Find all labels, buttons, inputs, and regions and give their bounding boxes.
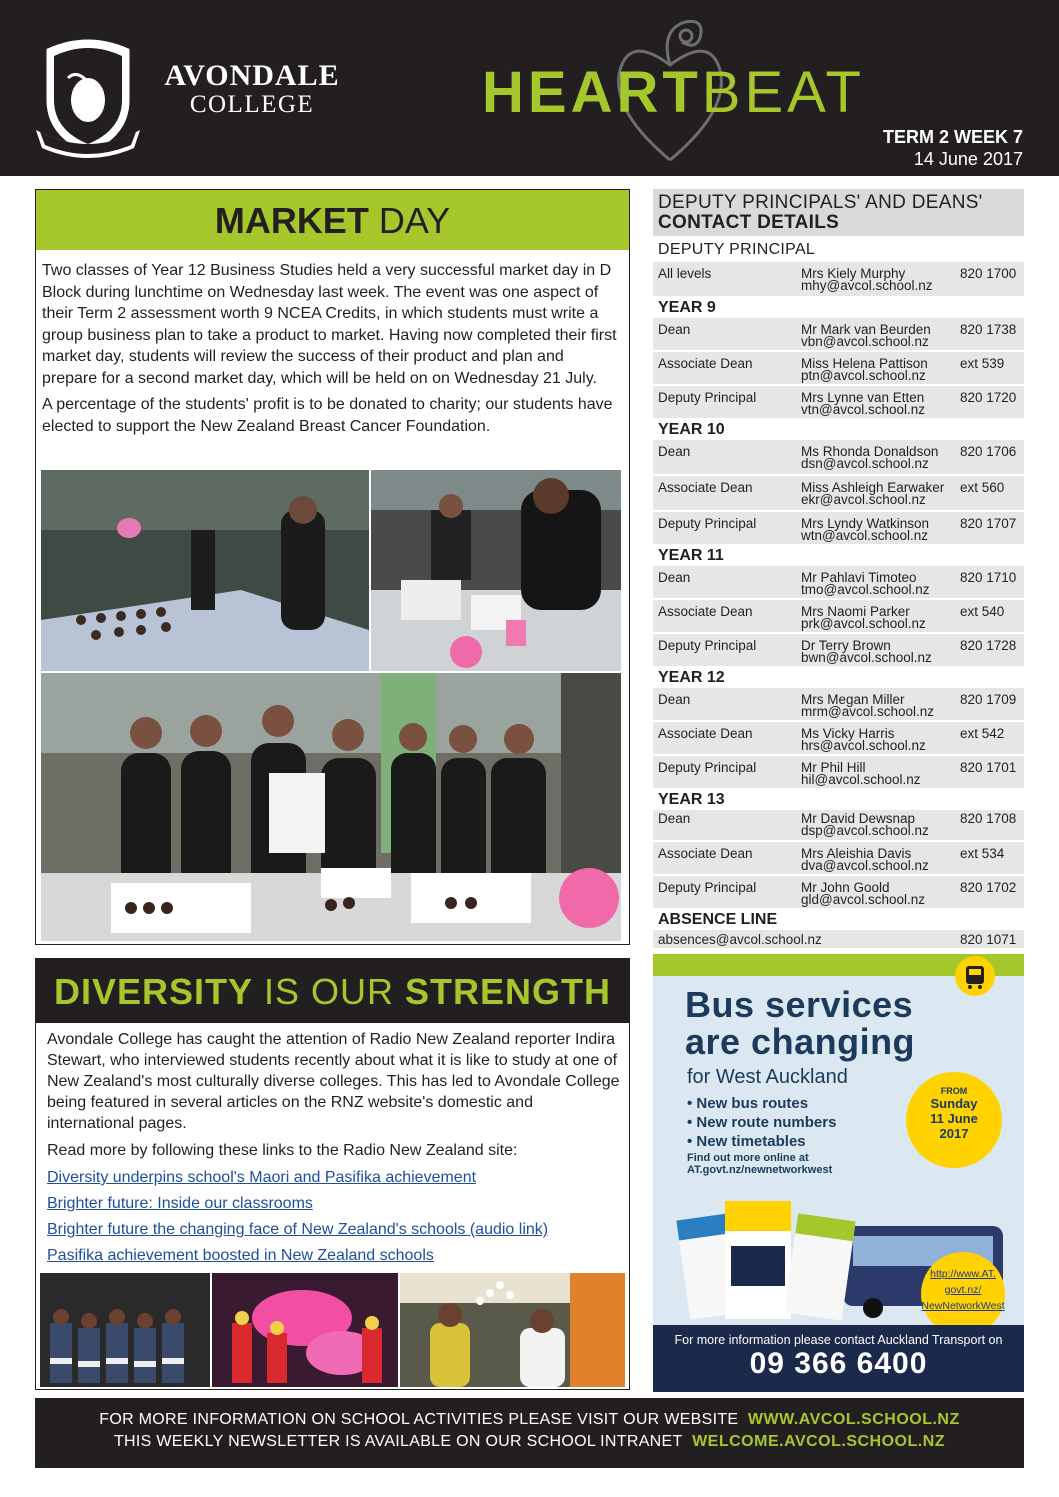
contact-phone: 820 1720 <box>960 390 1017 405</box>
diversity-paragraph-1: Avondale College has caught the attention of Radio New Zealand reporter Indira Stewart, who interviewed students recently about what it is like to study at one of New Zealand's most culturally diverse colleges. This has led to Avondale College being featured in several articles on the RNZ website's domestic and international pages. <box>47 1031 620 1132</box>
year-9-heading: YEAR 9 <box>653 298 1024 318</box>
contact-phone: ext 560 <box>960 480 1005 495</box>
bus-date-year: 2017 <box>939 1126 969 1141</box>
contact-email[interactable]: vbn@avcol.school.nz <box>801 334 929 349</box>
contact-phone: 820 1738 <box>960 322 1017 337</box>
contact-row <box>653 440 1024 476</box>
contact-row <box>653 512 1024 546</box>
contact-name: Ms Vicky Harris <box>801 726 895 741</box>
absence-row <box>653 930 1024 950</box>
market-day-title <box>36 190 629 250</box>
contact-row <box>653 876 1024 910</box>
bus-bullet-text: New route numbers <box>696 1114 837 1131</box>
year-13-heading: YEAR 13 <box>653 790 1024 810</box>
diversity-body <box>36 1023 629 1266</box>
contact-details-panel <box>653 189 1024 950</box>
rnz-link-4[interactable]: Pasifika achievement boosted in New Zealand schools <box>47 1247 434 1264</box>
culture-photo-3 <box>400 1273 625 1387</box>
rnz-link-3[interactable]: Brighter future the changing face of New Zealand's schools (audio link) <box>47 1221 549 1238</box>
bus-subhead: for West Auckland <box>687 1066 848 1088</box>
contact-role: Dean <box>658 570 691 585</box>
contact-name: Mr John Goold <box>801 880 890 895</box>
contact-name: Mrs Lynne van Etten <box>801 390 925 405</box>
diversity-paragraph-2: Read more by following these links to the Radio New Zealand site: <box>47 1142 518 1159</box>
contact-name: Mr Phil Hill <box>801 760 866 775</box>
diversity-article <box>35 958 630 1390</box>
contact-phone: 820 1710 <box>960 570 1017 585</box>
contact-phone: 820 1702 <box>960 880 1017 895</box>
contact-name: Mrs Aleishia Davis <box>801 846 912 861</box>
contact-role: Associate Dean <box>658 480 753 495</box>
contact-email[interactable]: vtn@avcol.school.nz <box>801 402 926 417</box>
school-name-line2: COLLEGE <box>189 91 315 118</box>
issue-info <box>883 126 1023 170</box>
absence-phone: 820 1071 <box>960 932 1017 947</box>
contact-phone: ext 542 <box>960 726 1005 741</box>
year-10-heading: YEAR 10 <box>653 420 1024 440</box>
bus-services-advert <box>653 954 1024 1392</box>
contact-row <box>653 722 1024 756</box>
bus-bullet-text: New bus routes <box>696 1095 809 1112</box>
contact-role: Associate Dean <box>658 356 753 371</box>
contact-email[interactable]: gld@avcol.school.nz <box>801 892 926 907</box>
contact-row <box>653 566 1024 600</box>
bus-url-line1: http://www.AT. <box>930 1268 996 1280</box>
intranet-link[interactable]: WELCOME.AVCOL.SCHOOL.NZ <box>692 1433 946 1450</box>
market-photo-3 <box>41 673 621 941</box>
contact-row <box>653 634 1024 668</box>
diversity-title-c: STRENGTH <box>405 971 612 1012</box>
contact-role: Deputy Principal <box>658 760 757 775</box>
contact-role: All levels <box>658 266 712 281</box>
bus-url-badge[interactable] <box>921 1252 1005 1336</box>
contacts-heading-line2: CONTACT DETAILS <box>658 212 840 233</box>
bus-contact-text: For more information please contact Auckland Transport on <box>674 1333 1003 1347</box>
contact-phone: 820 1709 <box>960 692 1017 707</box>
contact-name: Mrs Kiely Murphy <box>801 266 906 281</box>
bus-contact-bar <box>653 1325 1024 1392</box>
deputy-principal-label: DEPUTY PRINCIPAL <box>658 241 816 258</box>
contact-row <box>653 476 1024 512</box>
bus-date-day: Sunday <box>930 1096 978 1111</box>
bus-date-from: FROM <box>940 1086 968 1096</box>
contact-role: Dean <box>658 692 691 707</box>
contact-phone: 820 1701 <box>960 760 1017 775</box>
contact-role: Dean <box>658 811 691 826</box>
market-paragraph-2: A percentage of the students' profit is to be donated to charity; our students have elected to support the New Zealand Breast Cancer Foundation. <box>42 396 613 435</box>
contact-row <box>653 810 1024 842</box>
year-12-heading: YEAR 12 <box>653 668 1024 688</box>
contact-email[interactable]: dva@avcol.school.nz <box>801 858 929 873</box>
contacts-heading <box>653 189 1024 236</box>
contact-name: Mrs Megan Miller <box>801 692 905 707</box>
footer-line-1 <box>35 1409 1024 1431</box>
contact-name: Mrs Lyndy Watkinson <box>801 516 930 531</box>
contact-phone: ext 539 <box>960 356 1005 371</box>
diversity-title-b: IS OUR <box>253 971 406 1012</box>
contact-email[interactable]: ptn@avcol.school.nz <box>801 368 926 383</box>
rnz-link-2[interactable]: Brighter future: Inside our classrooms <box>47 1195 313 1212</box>
bus-find-more <box>687 1152 832 1176</box>
brand-heart: HEART <box>482 60 702 125</box>
contact-phone: 820 1706 <box>960 444 1017 459</box>
contact-email[interactable]: prk@avcol.school.nz <box>801 616 926 631</box>
school-name <box>152 60 352 118</box>
contact-name: Mrs Naomi Parker <box>801 604 910 619</box>
culture-photo-2 <box>212 1273 398 1387</box>
bus-phone-number: 09 366 6400 <box>749 1347 928 1380</box>
masthead <box>0 0 1059 176</box>
bus-headline <box>685 986 915 1060</box>
absence-line-heading: ABSENCE LINE <box>653 910 1024 930</box>
contact-phone: ext 540 <box>960 604 1005 619</box>
contact-row <box>653 386 1024 420</box>
bus-date-badge <box>906 1072 1002 1168</box>
term-week: TERM 2 WEEK 7 <box>882 127 1023 147</box>
contact-phone: ext 534 <box>960 846 1005 861</box>
contact-phone: 820 1700 <box>960 266 1017 281</box>
market-photo-2 <box>371 470 621 671</box>
contact-name: Mr David Dewsnap <box>801 811 916 826</box>
contact-role: Dean <box>658 322 691 337</box>
bus-date-date: 11 June <box>930 1111 978 1126</box>
contact-phone: 820 1708 <box>960 811 1017 826</box>
contact-name: Mr Mark van Beurden <box>801 322 931 337</box>
bus-bullet-text: New timetables <box>696 1133 806 1150</box>
bus-headline-line1: Bus services <box>685 984 914 1025</box>
website-link[interactable]: WWW.AVCOL.SCHOOL.NZ <box>747 1411 960 1428</box>
bus-icon <box>955 956 995 996</box>
contact-role: Associate Dean <box>658 726 753 741</box>
issue-date: 14 June 2017 <box>913 149 1023 169</box>
diversity-title-a: DIVERSITY <box>53 971 253 1012</box>
contact-name: Ms Rhonda Donaldson <box>801 444 939 459</box>
market-day-article <box>35 189 630 945</box>
contact-role: Deputy Principal <box>658 880 757 895</box>
bus-bullets <box>687 1094 836 1151</box>
contact-role: Associate Dean <box>658 604 753 619</box>
contact-email[interactable]: mhy@avcol.school.nz <box>801 278 933 293</box>
rnz-link-1[interactable]: Diversity underpins school's Maori and Pasifika achievement <box>47 1169 477 1186</box>
market-paragraph-1: Two classes of Year 12 Business Studies held a very successful market day in D Block during lunchtime on Wednesday last week. The event was one aspect of their Term 2 assessment worth 9 NCEA Credits, in which students must write a group business plan to take a product to market. Having now completed their first market day, students will review the success of their product and plan and prepare for a second market day, which will be held on on Wednesday 21 July. <box>42 262 617 387</box>
diversity-title <box>36 959 629 1023</box>
bus-find-line1: Find out more online at <box>687 1152 809 1164</box>
newsletter-brand <box>482 60 865 126</box>
contact-row <box>653 262 1024 298</box>
bus-bullet: • New bus routes <box>687 1095 809 1112</box>
school-crest-logo <box>30 30 146 162</box>
footer-text-1: FOR MORE INFORMATION ON SCHOOL ACTIVITIES PLEASE VISIT OUR WEBSITE <box>99 1411 739 1428</box>
contact-row <box>653 842 1024 876</box>
footer-text-2: THIS WEEKLY NEWSLETTER IS AVAILABLE ON OUR SCHOOL INTRANET <box>113 1433 683 1450</box>
bus-bullet: • New route numbers <box>687 1114 837 1131</box>
contact-name: Miss Helena Pattison <box>801 356 928 371</box>
year-11-heading: YEAR 11 <box>653 546 1024 566</box>
bus-url-line3: NewNetworkWest <box>921 1300 1005 1312</box>
footer-banner <box>35 1398 1024 1468</box>
contact-name: Miss Ashleigh Earwaker <box>801 480 945 495</box>
market-photo-1 <box>41 470 369 671</box>
bus-url-line2: govt.nz/ <box>944 1284 982 1296</box>
contact-email[interactable]: hrs@avcol.school.nz <box>801 738 926 753</box>
contact-email[interactable]: dsp@avcol.school.nz <box>801 823 929 838</box>
contact-role: Associate Dean <box>658 846 753 861</box>
contact-email[interactable]: wtn@avcol.school.nz <box>801 528 929 543</box>
bus-bullet: • New timetables <box>687 1133 806 1150</box>
market-title-thin: DAY <box>368 200 451 241</box>
contact-phone: 820 1707 <box>960 516 1017 531</box>
contact-email[interactable]: dsn@avcol.school.nz <box>801 456 929 471</box>
contact-phone: 820 1728 <box>960 638 1017 653</box>
contact-email[interactable]: hil@avcol.school.nz <box>801 772 921 787</box>
bus-headline-line2: are changing <box>685 1021 916 1062</box>
contact-role: Deputy Principal <box>658 638 757 653</box>
contact-role: Deputy Principal <box>658 390 757 405</box>
contact-role: Deputy Principal <box>658 516 757 531</box>
footer-line-2 <box>35 1431 1024 1453</box>
contact-row <box>653 756 1024 790</box>
contact-name: Mr Pahlavi Timoteo <box>801 570 917 585</box>
market-day-body <box>36 250 629 437</box>
contact-row <box>653 600 1024 634</box>
market-title-bold: MARKET <box>214 200 369 241</box>
brand-beat: BEAT <box>701 60 865 125</box>
bus-find-line2: AT.govt.nz/newnetworkwest <box>687 1164 833 1176</box>
contacts-heading-line1: DEPUTY PRINCIPALS' AND DEANS' <box>658 192 983 213</box>
school-name-line1: AVONDALE <box>164 59 340 92</box>
culture-photo-1 <box>40 1273 210 1387</box>
contact-row <box>653 688 1024 722</box>
contact-email[interactable]: mrm@avcol.school.nz <box>801 704 934 719</box>
contact-row <box>653 352 1024 386</box>
contact-name: Dr Terry Brown <box>801 638 891 653</box>
contact-role: Dean <box>658 444 691 459</box>
absence-email[interactable]: absences@avcol.school.nz <box>658 932 822 947</box>
contact-email[interactable]: tmo@avcol.school.nz <box>801 582 930 597</box>
contact-row <box>653 318 1024 352</box>
contact-email[interactable]: ekr@avcol.school.nz <box>801 492 926 507</box>
contact-email[interactable]: bwn@avcol.school.nz <box>801 650 932 665</box>
